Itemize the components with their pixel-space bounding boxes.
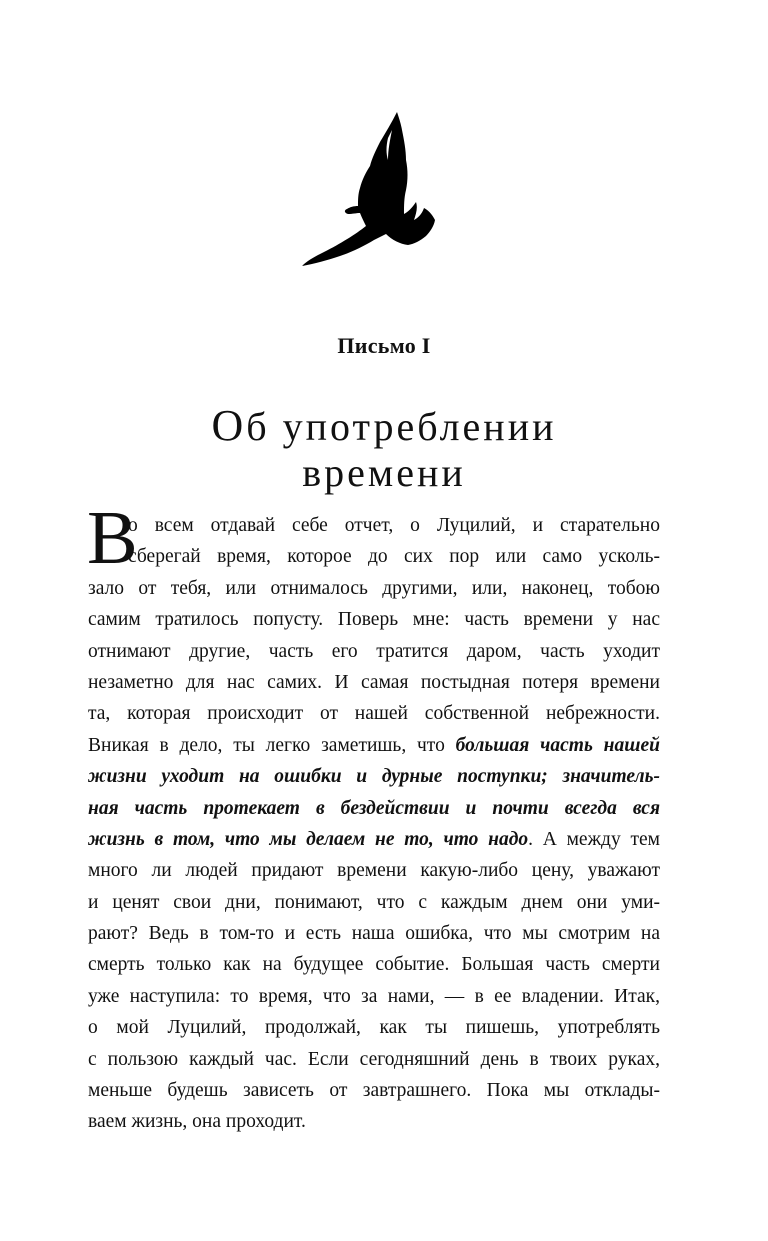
text-line (88, 1044, 660, 1075)
chapter-title (0, 400, 768, 496)
text-line (88, 949, 660, 980)
emphasis-text: большая часть нашей (455, 734, 660, 756)
text-line (88, 855, 660, 886)
emphasis-text: ная часть протекает в бездействии и почти всегда вся (88, 797, 660, 819)
drop-cap: В (87, 496, 138, 580)
line-text: с пользою каждый час. Если сегодняшний день в твоих руках, (88, 1048, 660, 1070)
text-line (88, 510, 660, 541)
text-line (88, 793, 660, 824)
text-line (88, 698, 660, 729)
text-line (88, 1075, 660, 1106)
line-text: о всем отдавай себе отчет, о Луцилий, и старательно (128, 515, 660, 536)
text-line (88, 730, 660, 761)
line-text: о мой Луцилий, продолжай, как ты пишешь, употреблять (88, 1017, 660, 1039)
line-text: рают? Ведь в том-то и есть наша ошибка, что мы смотрим на (88, 923, 660, 945)
text-line (88, 541, 660, 572)
line-text: отнимают другие, часть его тратится даром, часть уходит (88, 640, 660, 662)
line-text: смерть только как на будущее событие. Большая часть смерти (88, 954, 660, 976)
line-text: уже наступила: то время, что за нами, — в ее владении. Итак, (88, 985, 660, 1007)
chapter-title-line-1-rest: б употреблении (246, 403, 557, 449)
line-text: незаметно для нас самих. И самая постыдная потеря времени (88, 671, 660, 693)
text-line (88, 887, 660, 918)
emphasis-text: жизни уходит на ошибки и дурные поступки; значитель- (88, 766, 660, 788)
line-text: зало от тебя, или отнималось другими, или, наконец, тобою (88, 577, 660, 599)
chapter-title-line-2: времени (302, 449, 466, 495)
chapter-title-initial: О (211, 400, 247, 450)
chapter-title-line-1 (0, 400, 768, 450)
body-text (88, 510, 660, 1138)
text-line (88, 761, 660, 792)
line-text: . А между тем (528, 828, 660, 850)
emphasis-text: жизнь в том, что мы делаем не то, что надо (88, 828, 529, 850)
text-line (88, 824, 660, 855)
text-line (88, 667, 660, 698)
text-line (88, 604, 660, 635)
line-text: самим тратилось попусту. Поверь мне: часть времени у нас (88, 609, 660, 631)
text-line (88, 573, 660, 604)
line-text: меньше будешь зависеть от завтрашнего. Пока мы отклады- (88, 1080, 660, 1102)
text-line (88, 1106, 660, 1137)
letter-number: Письмо I (337, 333, 431, 358)
line-text: ваем жизнь, она проходит. (88, 1111, 306, 1133)
text-line (88, 1012, 660, 1043)
line-text: Вникая в дело, ты легко заметишь, что (88, 734, 456, 756)
text-line (88, 981, 660, 1012)
line-text: и ценят свои дни, понимают, что с каждым днем они уми- (88, 891, 660, 913)
text-line (88, 636, 660, 667)
line-text: та, которая происходит от нашей собственной небрежности. (88, 703, 660, 725)
eagle-silhouette-icon (300, 110, 440, 270)
line-text: сберегай время, которое до сих пор или само усколь- (128, 546, 660, 568)
line-text: много ли людей придают времени какую-либо цену, уважают (88, 860, 660, 882)
text-line (88, 918, 660, 949)
